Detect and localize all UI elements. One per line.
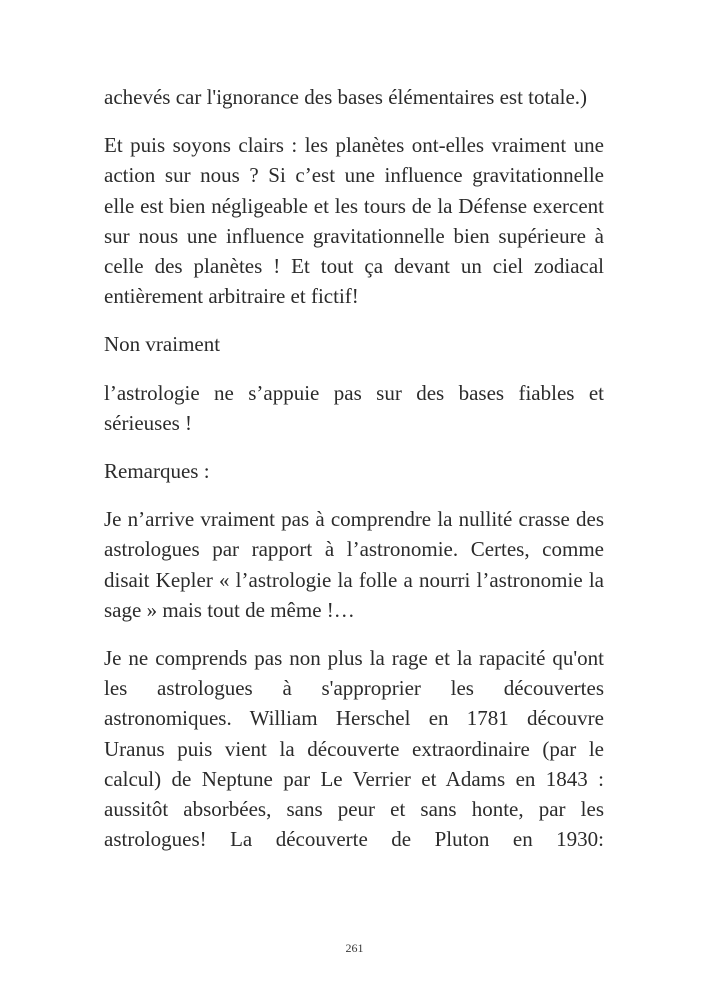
paragraph-continuation: achevés car l'ignorance des bases élémentaires est totale.) [104,85,588,109]
paragraph-remarques-heading: Remarques : [104,459,210,484]
paragraph-non-vraiment: Non vraiment [104,332,221,357]
paragraph-planets-influence: Et puis soyons clairs : les planètes ont-elles vraiment une action sur nous ? Si c’est une influence gravitationnelle elle est bien négligeable et les tours de la Défense exercent sur nous une influence gravitationnelle bien supérieure à celle des planètes ! Et tout ça devant un ciel zodiacal entièrement arbitraire et fictif! [104,133,604,309]
paragraph-discoveries: Je ne comprends pas non plus la rage et la rapacité qu'ont les astrologues à s'approprier les découvertes astronomiques. William Herschel en 1781 découvre Uranus puis vient la découverte extraordinaire (par le calcul) de Neptune par Le Verrier et Adams en 1843 : aussitôt absorbées, sans peur et sans honte, par les astrologues! La découverte de Pluton en 1930: [104,646,604,852]
page-number: 261 [345,941,364,955]
page-body [104,82,604,872]
paragraph-astrology-bases: l’astrologie ne s’appuie pas sur des bases fiables et sérieuses ! [104,380,604,435]
paragraph-kepler: Je n’arrive vraiment pas à comprendre la nullité crasse des astrologues par rapport à l’astronomie. Certes, comme disait Kepler « l’astrologie la folle a nourri l’astronomie la sage » mais tout de même !… [104,507,604,622]
